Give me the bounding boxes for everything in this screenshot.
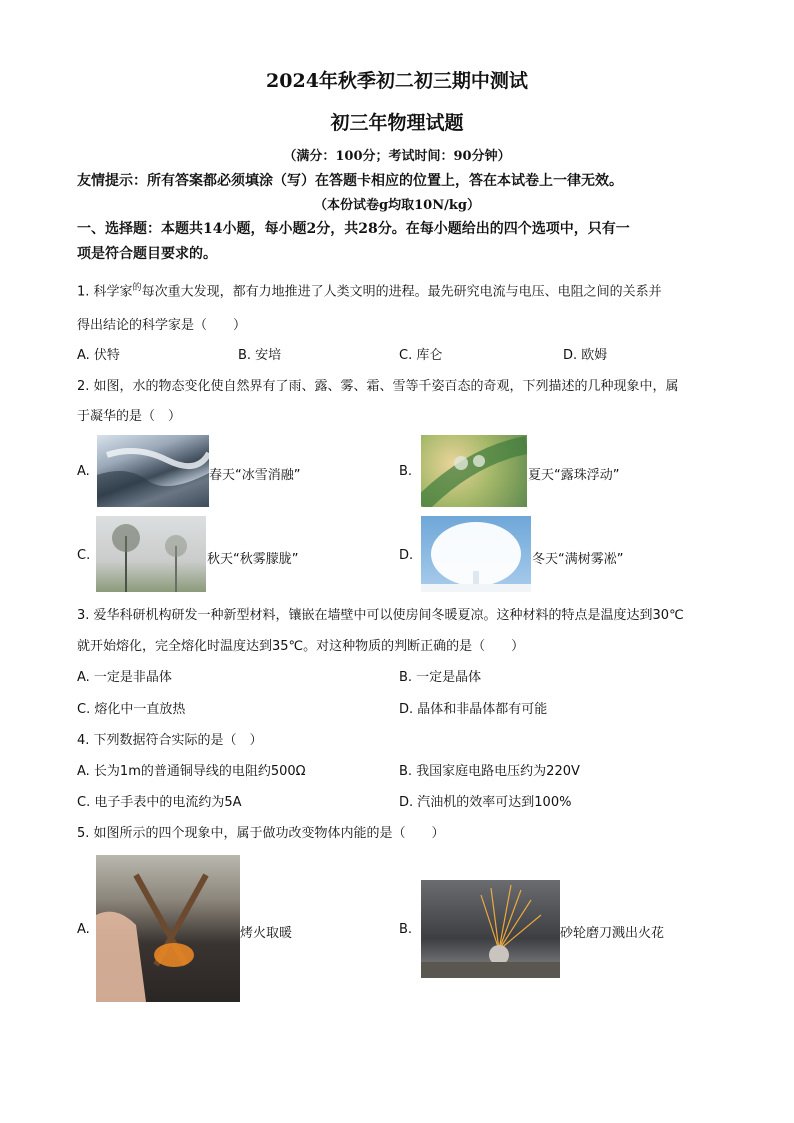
q4-option-b[interactable]: B. 我国家庭电路电压约为220V <box>399 764 580 779</box>
q1-stem-line1 <box>77 280 662 299</box>
q3-stem-line1: 3. 爱华科研机构研发一种新型材料，镶嵌在墙壁中可以使房间冬暖夏凉。这种材料的特点是温度达到30℃ <box>77 608 684 623</box>
q2-autumn-fog-image <box>96 516 206 592</box>
q4-option-a[interactable]: A. 长为1m的普通铜导线的电阻约500Ω <box>77 764 306 779</box>
g-note: （本份试卷g均取10N/kg） <box>314 198 480 213</box>
q2-option-d-text: 冬天“满树雾凇” <box>532 552 624 567</box>
q3-option-b[interactable]: B. 一定是晶体 <box>399 670 482 685</box>
q1-option-a[interactable]: A. 伏特 <box>77 348 120 363</box>
q1-option-d[interactable]: D. 欧姆 <box>563 348 608 363</box>
q3-stem-line2: 就开始熔化，完全熔化时温度达到35℃。对这种物质的判断正确的是（ ） <box>77 639 525 654</box>
q2-option-b-text: 夏天“露珠浮动” <box>528 468 620 483</box>
exam-title: 2024年秋季初二初三期中测试 <box>266 70 528 92</box>
q2-dew-drops-image <box>421 435 527 507</box>
q5-campfire-image <box>96 855 240 1002</box>
q2-rime-tree-image <box>421 516 531 592</box>
section-heading-line2: 项是符合题目要求的。 <box>77 246 217 262</box>
q2-ice-melting-image <box>97 435 209 507</box>
q2-option-a-text: 春天“冰雪消融” <box>209 468 301 483</box>
q1-stem-a: 1. 科学家 <box>77 284 133 300</box>
q2-stem-line2: 于凝华的是（ ） <box>77 409 182 424</box>
exam-info: （满分：100分；考试时间：90分钟） <box>283 149 511 164</box>
q2-option-b-letter[interactable]: B. <box>399 464 413 479</box>
q2-option-a-letter[interactable]: A. <box>77 464 90 479</box>
q4-option-c[interactable]: C. 电子手表中的电流约为5A <box>77 795 242 810</box>
q3-option-a[interactable]: A. 一定是非晶体 <box>77 670 172 685</box>
q1-stem-sup: 的 <box>132 283 142 293</box>
q2-stem-line1: 2. 如图，水的物态变化使自然界有了雨、露、雾、霜、雪等千姿百态的奇观，下列描述的几种现象中，属 <box>77 379 679 394</box>
q4-stem: 4. 下列数据符合实际的是（ ） <box>77 733 263 748</box>
q1-stem-line2: 得出结论的科学家是（ ） <box>77 318 247 333</box>
q5-grinding-sparks-image <box>421 880 560 978</box>
q5-stem: 5. 如图所示的四个现象中，属于做功改变物体内能的是（ ） <box>77 826 445 841</box>
q4-option-d[interactable]: D. 汽油机的效率可达到100% <box>399 795 572 810</box>
q1-option-b[interactable]: B. 安培 <box>238 348 282 363</box>
q2-option-c-letter[interactable]: C. <box>77 548 91 563</box>
q5-option-a-letter[interactable]: A. <box>77 922 90 937</box>
exam-subtitle: 初三年物理试题 <box>330 112 464 134</box>
q5-option-b-text: 砂轮磨刀溅出火花 <box>560 926 665 941</box>
q1-stem-b: 每次重大发现，都有力地推进了人类文明的进程。最先研究电流与电压、电阻之间的关系并 <box>141 284 662 300</box>
q3-option-d[interactable]: D. 晶体和非晶体都有可能 <box>399 702 548 717</box>
q2-option-d-letter[interactable]: D. <box>399 548 414 563</box>
friendly-tip: 友情提示：所有答案都必须填涂（写）在答题卡相应的位置上，答在本试卷上一律无效。 <box>77 173 623 189</box>
q5-option-b-letter[interactable]: B. <box>399 922 413 937</box>
q3-option-c[interactable]: C. 熔化中一直放热 <box>77 702 186 717</box>
q5-option-a-text: 烤火取暖 <box>240 926 293 941</box>
q1-option-c[interactable]: C. 库仑 <box>399 348 443 363</box>
q2-option-c-text: 秋天“秋雾朦胧” <box>207 552 299 567</box>
section-heading-line1: 一、选择题：本题共14小题，每小题2分，共28分。在每小题给出的四个选项中，只有一 <box>77 221 630 237</box>
